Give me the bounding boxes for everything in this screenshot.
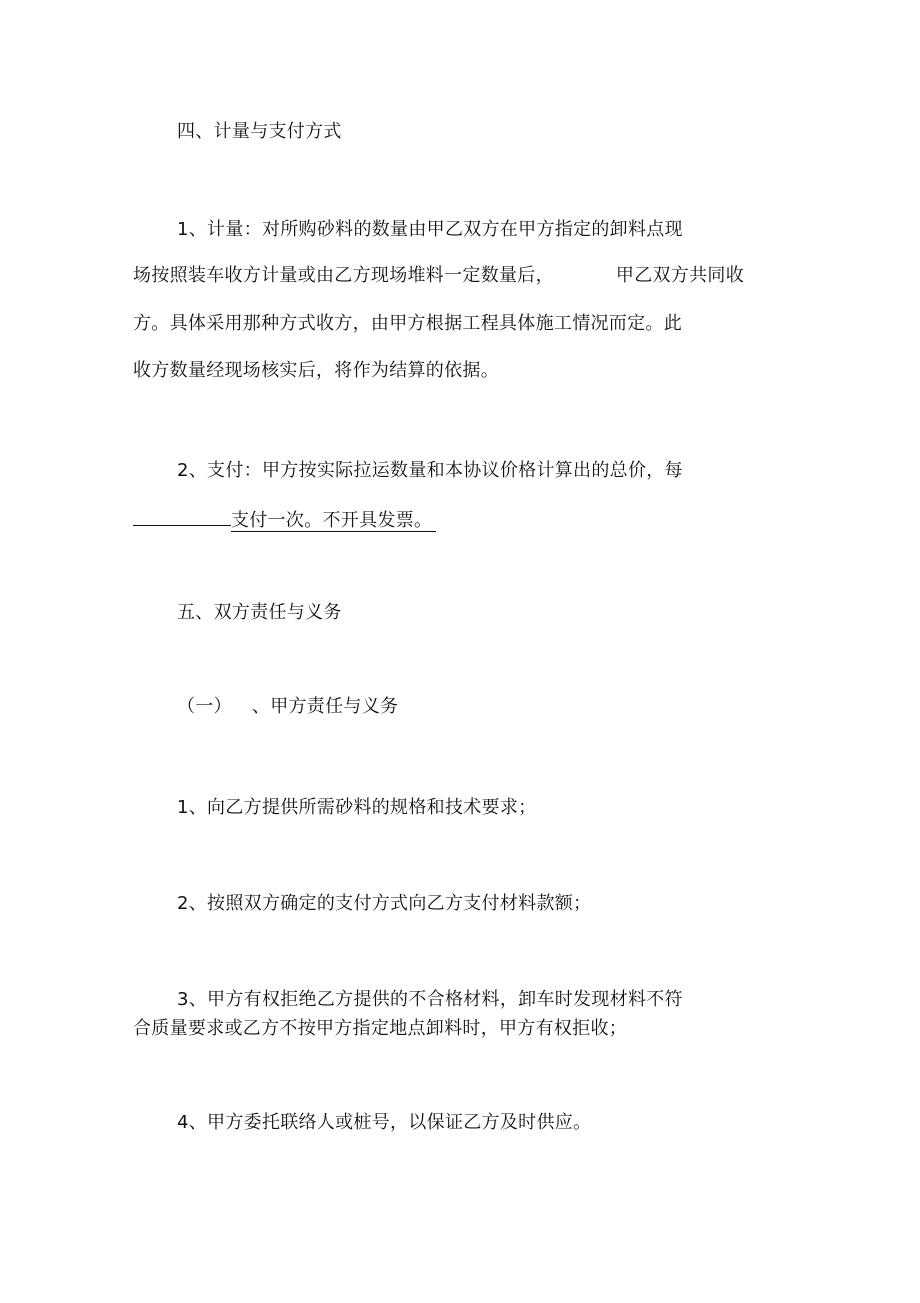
- measurement-clause-line-3: 方。具体采用那种方式收方，由甲方根据工程具体施工情况而定。此: [133, 313, 682, 334]
- payment-period-blank: [133, 507, 231, 526]
- measurement-clause-line-4: 收方数量经现场核实后，将作为结算的依据。: [133, 360, 499, 381]
- party-a-item-1: 1、向乙方提供所需砂料的规格和技术要求；: [177, 797, 537, 818]
- party-a-heading-text: 、甲方责任与义务: [251, 696, 399, 717]
- payment-clause-line-2: [133, 507, 436, 532]
- measurement-clause-line-2: [133, 265, 744, 287]
- section-4-heading: 四、计量与支付方式: [177, 121, 342, 142]
- party-a-item-4: 4、甲方委托联络人或桩号，以保证乙方及时供应。: [177, 1112, 592, 1133]
- measurement-clause-line-2a: 场按照装车收方计量或由乙方现场堆料一定数量后，: [133, 265, 554, 286]
- party-a-heading-number: （一）: [177, 696, 232, 717]
- payment-clause-line-1: 2、支付：甲方按实际拉运数量和本协议价格计算出的总价，每: [177, 460, 683, 481]
- party-a-heading: [177, 696, 398, 718]
- measurement-clause-line-1: 1、计量：对所购砂料的数量由甲乙双方在甲方指定的卸料点现: [177, 219, 683, 240]
- payment-clause-text: 支付一次。不开具发票。: [231, 510, 436, 532]
- section-5-heading: 五、双方责任与义务: [177, 602, 342, 623]
- party-a-item-3-line-1: 3、甲方有权拒绝乙方提供的不合格材料，卸车时发现材料不符: [177, 989, 683, 1010]
- measurement-clause-line-2b: 甲乙双方共同收: [615, 265, 745, 286]
- party-a-item-2: 2、按照双方确定的支付方式向乙方支付材料款额；: [177, 893, 592, 914]
- party-a-item-3-line-2: 合质量要求或乙方不按甲方指定地点卸料时，甲方有权拒收；: [133, 1018, 628, 1039]
